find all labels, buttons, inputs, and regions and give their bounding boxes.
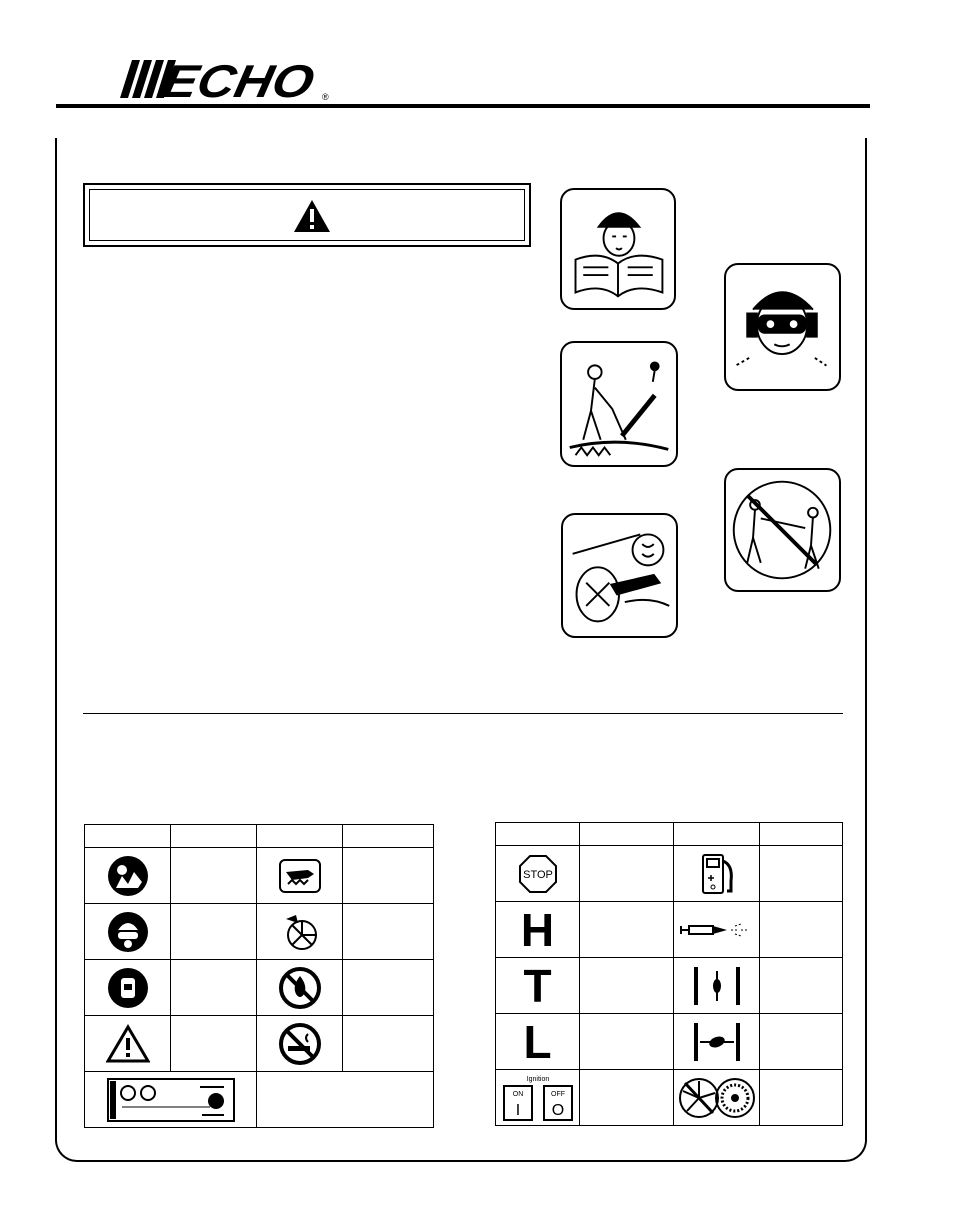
table-row: [496, 902, 843, 958]
logo-registered-mark: ®: [322, 92, 329, 102]
no-open-flame-icon: [278, 966, 322, 1010]
letter-l: L: [523, 1015, 552, 1068]
section-divider: [83, 713, 843, 714]
table-row: [496, 958, 843, 1014]
ignition-on-label: ON: [512, 1090, 523, 1098]
fuel-pump-icon: [697, 851, 737, 897]
hot-surface-icon: [563, 515, 676, 636]
wear-gloves-icon: [106, 966, 150, 1010]
table-row: [85, 960, 434, 1016]
ignition-on-symbol: I: [515, 1101, 520, 1119]
symbols-table-right: [495, 822, 843, 1126]
head-eye-ear-protection-icon: [106, 910, 150, 954]
rotating-blade-icon: [280, 911, 320, 953]
cutting-attachment-icon: [677, 1075, 757, 1121]
operator-pictogram: [560, 341, 678, 467]
read-manual-circle-icon: [106, 854, 150, 898]
ignition-title: Ignition: [526, 1075, 549, 1083]
table-row: [85, 848, 434, 904]
stop-label: STOP: [522, 868, 553, 881]
goggles-earmuffs-icon: [726, 265, 839, 389]
table-row: [85, 904, 434, 960]
letter-h: H: [520, 903, 555, 956]
warning-triangle-icon: [292, 198, 332, 234]
stop-sign-icon: [518, 854, 558, 894]
hot-muffler-pictogram: [561, 513, 678, 638]
caution-triangle-icon: [106, 1024, 150, 1064]
safety-distance-decal-icon: [106, 1077, 236, 1123]
read-manual-pictogram: [560, 188, 676, 310]
table-row: [85, 1072, 434, 1128]
echo-logo: [118, 50, 338, 108]
header-rule: [56, 104, 870, 108]
no-smoking-icon: [278, 1022, 322, 1066]
no-bystanders-icon: [726, 470, 839, 590]
hand-injury-icon: [278, 858, 322, 894]
letter-t: T: [523, 959, 552, 1012]
table-row: [496, 846, 843, 902]
ignition-switch-icon: [500, 1073, 576, 1123]
table-header-row: [85, 825, 434, 848]
ignition-off-label: OFF: [550, 1090, 565, 1098]
bystander-distance-pictogram: [724, 468, 841, 592]
operator-with-trimmer-icon: [562, 343, 676, 465]
read-manual-icon: [562, 190, 674, 308]
choke-closed-icon: [692, 1019, 742, 1065]
logo-text: ECHO: [157, 55, 302, 107]
ignition-off-symbol: O: [551, 1101, 564, 1119]
table-row: [496, 1014, 843, 1070]
choke-open-icon: [692, 963, 742, 1009]
goggles-ear-protection-pictogram: [724, 263, 841, 391]
table-header-row: [496, 823, 843, 846]
table-row: [496, 1070, 843, 1126]
oil-injector-icon: [679, 920, 755, 940]
warning-box: [83, 183, 531, 247]
symbols-table-left: [84, 824, 434, 1128]
table-row: [85, 1016, 434, 1072]
